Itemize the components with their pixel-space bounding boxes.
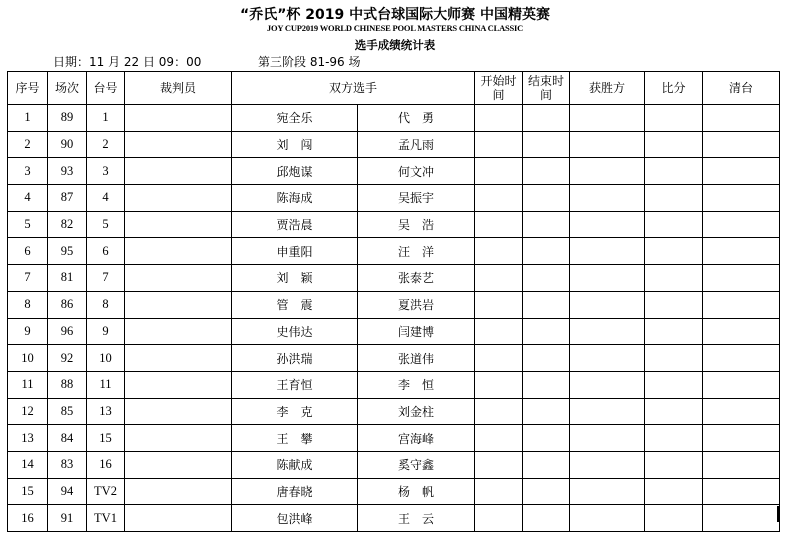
player-a-cell: 申重阳 — [232, 238, 358, 265]
match-cell: 92 — [48, 345, 87, 372]
match-cell: 85 — [48, 398, 87, 425]
table-no-cell: 9 — [87, 318, 125, 345]
seq-cell: 16 — [8, 505, 48, 532]
score-cell — [645, 398, 703, 425]
end-time-cell — [523, 425, 570, 452]
winner-cell — [570, 105, 645, 132]
score-cell — [645, 291, 703, 318]
table-no-cell: 2 — [87, 131, 125, 158]
clearance-cell — [703, 318, 780, 345]
seq-cell: 4 — [8, 185, 48, 212]
clearance-cell — [703, 451, 780, 478]
table-row — [8, 345, 780, 372]
match-cell: 95 — [48, 238, 87, 265]
start-time-cell — [475, 398, 523, 425]
player-b-cell: 宫海峰 — [358, 425, 475, 452]
end-time-cell — [523, 265, 570, 292]
seq-cell: 14 — [8, 451, 48, 478]
clearance-cell — [703, 398, 780, 425]
player-b-cell: 张道伟 — [358, 345, 475, 372]
score-cell — [645, 345, 703, 372]
start-time-cell — [475, 238, 523, 265]
seq-cell: 3 — [8, 158, 48, 185]
player-a-cell: 贾浩晨 — [232, 211, 358, 238]
seq-cell: 13 — [8, 425, 48, 452]
score-cell — [645, 478, 703, 505]
end-time-cell — [523, 371, 570, 398]
referee-cell — [125, 398, 232, 425]
score-cell — [645, 371, 703, 398]
end-time-cell — [523, 318, 570, 345]
player-b-cell: 杨 帆 — [358, 478, 475, 505]
clearance-cell — [703, 105, 780, 132]
referee-cell — [125, 318, 232, 345]
score-cell — [645, 185, 703, 212]
player-b-cell: 李 恒 — [358, 371, 475, 398]
end-time-cell — [523, 238, 570, 265]
referee-cell — [125, 505, 232, 532]
clearance-cell — [703, 371, 780, 398]
table-row — [8, 238, 780, 265]
winner-cell — [570, 291, 645, 318]
start-time-cell — [475, 265, 523, 292]
start-time-cell — [475, 185, 523, 212]
match-cell: 88 — [48, 371, 87, 398]
clearance-cell — [703, 265, 780, 292]
clearance-cell — [703, 211, 780, 238]
clearance-cell — [703, 238, 780, 265]
start-time-cell — [475, 478, 523, 505]
table-row — [8, 425, 780, 452]
table-row — [8, 211, 780, 238]
table-no-cell: 1 — [87, 105, 125, 132]
player-a-cell: 包洪峰 — [232, 505, 358, 532]
table-no-cell: TV1 — [87, 505, 125, 532]
col-header-winner: 获胜方 — [570, 72, 645, 105]
table-row — [8, 318, 780, 345]
clearance-cell — [703, 345, 780, 372]
player-b-cell: 汪 洋 — [358, 238, 475, 265]
match-cell: 91 — [48, 505, 87, 532]
referee-cell — [125, 185, 232, 212]
seq-cell: 9 — [8, 318, 48, 345]
clearance-cell — [703, 131, 780, 158]
start-time-cell — [475, 451, 523, 478]
end-time-cell — [523, 185, 570, 212]
match-cell: 84 — [48, 425, 87, 452]
table-row — [8, 398, 780, 425]
table-no-cell: 8 — [87, 291, 125, 318]
winner-cell — [570, 425, 645, 452]
referee-cell — [125, 371, 232, 398]
score-cell — [645, 158, 703, 185]
seq-cell: 10 — [8, 345, 48, 372]
winner-cell — [570, 345, 645, 372]
end-time-cell — [523, 131, 570, 158]
page-edge-mark — [777, 506, 779, 522]
player-a-cell: 宛全乐 — [232, 105, 358, 132]
referee-cell — [125, 265, 232, 292]
match-cell: 90 — [48, 131, 87, 158]
winner-cell — [570, 131, 645, 158]
player-b-cell: 张泰艺 — [358, 265, 475, 292]
winner-cell — [570, 371, 645, 398]
score-cell — [645, 238, 703, 265]
score-cell — [645, 318, 703, 345]
score-cell — [645, 505, 703, 532]
end-time-cell — [523, 345, 570, 372]
match-cell: 87 — [48, 185, 87, 212]
table-no-cell: 13 — [87, 398, 125, 425]
seq-cell: 2 — [8, 131, 48, 158]
table-no-cell: TV2 — [87, 478, 125, 505]
player-b-cell: 王 云 — [358, 505, 475, 532]
referee-cell — [125, 345, 232, 372]
table-no-cell: 4 — [87, 185, 125, 212]
seq-cell: 7 — [8, 265, 48, 292]
end-time-cell — [523, 291, 570, 318]
clearance-cell — [703, 185, 780, 212]
start-time-cell — [475, 211, 523, 238]
end-time-cell — [523, 451, 570, 478]
player-a-cell: 王育恒 — [232, 371, 358, 398]
table-row — [8, 451, 780, 478]
col-header-players: 双方选手 — [232, 72, 475, 105]
referee-cell — [125, 211, 232, 238]
winner-cell — [570, 185, 645, 212]
table-row — [8, 505, 780, 532]
date-label: 日期：11 月 22 日 09：00 — [53, 55, 202, 69]
table-no-cell: 5 — [87, 211, 125, 238]
match-cell: 96 — [48, 318, 87, 345]
player-b-cell: 刘金柱 — [358, 398, 475, 425]
referee-cell — [125, 105, 232, 132]
referee-cell — [125, 478, 232, 505]
clearance-cell — [703, 478, 780, 505]
referee-cell — [125, 238, 232, 265]
start-time-cell — [475, 131, 523, 158]
seq-cell: 5 — [8, 211, 48, 238]
start-time-cell — [475, 158, 523, 185]
winner-cell — [570, 451, 645, 478]
stage-label: 第三阶段 81-96 场 — [258, 55, 361, 69]
seq-cell: 6 — [8, 238, 48, 265]
player-a-cell: 王 攀 — [232, 425, 358, 452]
clearance-cell — [703, 291, 780, 318]
seq-cell: 11 — [8, 371, 48, 398]
end-time-cell — [523, 505, 570, 532]
winner-cell — [570, 505, 645, 532]
score-cell — [645, 105, 703, 132]
player-a-cell: 史伟达 — [232, 318, 358, 345]
end-time-cell — [523, 398, 570, 425]
seq-cell: 15 — [8, 478, 48, 505]
table-row — [8, 265, 780, 292]
player-b-cell: 闫建博 — [358, 318, 475, 345]
player-a-cell: 孙洪瑞 — [232, 345, 358, 372]
table-no-cell: 10 — [87, 345, 125, 372]
player-b-cell: 吴振宇 — [358, 185, 475, 212]
start-time-cell — [475, 105, 523, 132]
table-row — [8, 158, 780, 185]
referee-cell — [125, 291, 232, 318]
match-cell: 83 — [48, 451, 87, 478]
score-cell — [645, 265, 703, 292]
player-a-cell: 唐春晓 — [232, 478, 358, 505]
score-cell — [645, 451, 703, 478]
seq-cell: 12 — [8, 398, 48, 425]
table-no-cell: 15 — [87, 425, 125, 452]
table-no-cell: 3 — [87, 158, 125, 185]
table-row — [8, 185, 780, 212]
table-row — [8, 131, 780, 158]
winner-cell — [570, 211, 645, 238]
end-time-cell — [523, 478, 570, 505]
player-a-cell: 邱炮谋 — [232, 158, 358, 185]
col-header-table-no: 台号 — [87, 72, 125, 105]
table-row — [8, 478, 780, 505]
winner-cell — [570, 158, 645, 185]
results-table — [7, 71, 780, 532]
table-no-cell: 11 — [87, 371, 125, 398]
table-body — [8, 105, 780, 532]
player-b-cell: 代 勇 — [358, 105, 475, 132]
start-time-cell — [475, 505, 523, 532]
player-b-cell: 何文冲 — [358, 158, 475, 185]
score-cell — [645, 131, 703, 158]
player-a-cell: 李 克 — [232, 398, 358, 425]
end-time-cell — [523, 211, 570, 238]
end-time-cell — [523, 158, 570, 185]
player-a-cell: 刘 闯 — [232, 131, 358, 158]
match-cell: 93 — [48, 158, 87, 185]
player-a-cell: 陈海成 — [232, 185, 358, 212]
start-time-cell — [475, 291, 523, 318]
table-no-cell: 16 — [87, 451, 125, 478]
referee-cell — [125, 131, 232, 158]
clearance-cell — [703, 158, 780, 185]
start-time-cell — [475, 371, 523, 398]
winner-cell — [570, 478, 645, 505]
col-header-start-time: 开始时间 — [475, 72, 523, 105]
table-no-cell: 6 — [87, 238, 125, 265]
winner-cell — [570, 265, 645, 292]
col-header-referee: 裁判员 — [125, 72, 232, 105]
match-cell: 89 — [48, 105, 87, 132]
winner-cell — [570, 318, 645, 345]
header-row — [8, 72, 780, 105]
end-time-cell — [523, 105, 570, 132]
start-time-cell — [475, 318, 523, 345]
clearance-cell — [703, 505, 780, 532]
english-subtitle: JOY CUP2019 WORLD CHINESE POOL MASTERS CHINA CLASSIC — [266, 23, 524, 33]
player-b-cell: 奚守鑫 — [358, 451, 475, 478]
match-cell: 81 — [48, 265, 87, 292]
clearance-cell — [703, 425, 780, 452]
document-title: “乔氏”杯 2019 中式台球国际大师赛 中国精英赛 — [240, 7, 550, 23]
col-header-seq: 序号 — [8, 72, 48, 105]
col-header-clearance: 清台 — [703, 72, 780, 105]
col-header-end-time: 结束时间 — [523, 72, 570, 105]
referee-cell — [125, 425, 232, 452]
score-cell — [645, 211, 703, 238]
match-cell: 86 — [48, 291, 87, 318]
winner-cell — [570, 238, 645, 265]
table-row — [8, 371, 780, 398]
player-b-cell: 吴 浩 — [358, 211, 475, 238]
table-title: 选手成绩统计表 — [354, 38, 436, 52]
score-cell — [645, 425, 703, 452]
player-a-cell: 刘 颖 — [232, 265, 358, 292]
table-no-cell: 7 — [87, 265, 125, 292]
start-time-cell — [475, 425, 523, 452]
referee-cell — [125, 451, 232, 478]
player-a-cell: 管 震 — [232, 291, 358, 318]
player-b-cell: 夏洪岩 — [358, 291, 475, 318]
col-header-match: 场次 — [48, 72, 87, 105]
seq-cell: 8 — [8, 291, 48, 318]
winner-cell — [570, 398, 645, 425]
col-header-score: 比分 — [645, 72, 703, 105]
table-row — [8, 291, 780, 318]
table-row — [8, 105, 780, 132]
match-cell: 94 — [48, 478, 87, 505]
player-a-cell: 陈献成 — [232, 451, 358, 478]
referee-cell — [125, 158, 232, 185]
match-cell: 82 — [48, 211, 87, 238]
seq-cell: 1 — [8, 105, 48, 132]
player-b-cell: 孟凡雨 — [358, 131, 475, 158]
start-time-cell — [475, 345, 523, 372]
